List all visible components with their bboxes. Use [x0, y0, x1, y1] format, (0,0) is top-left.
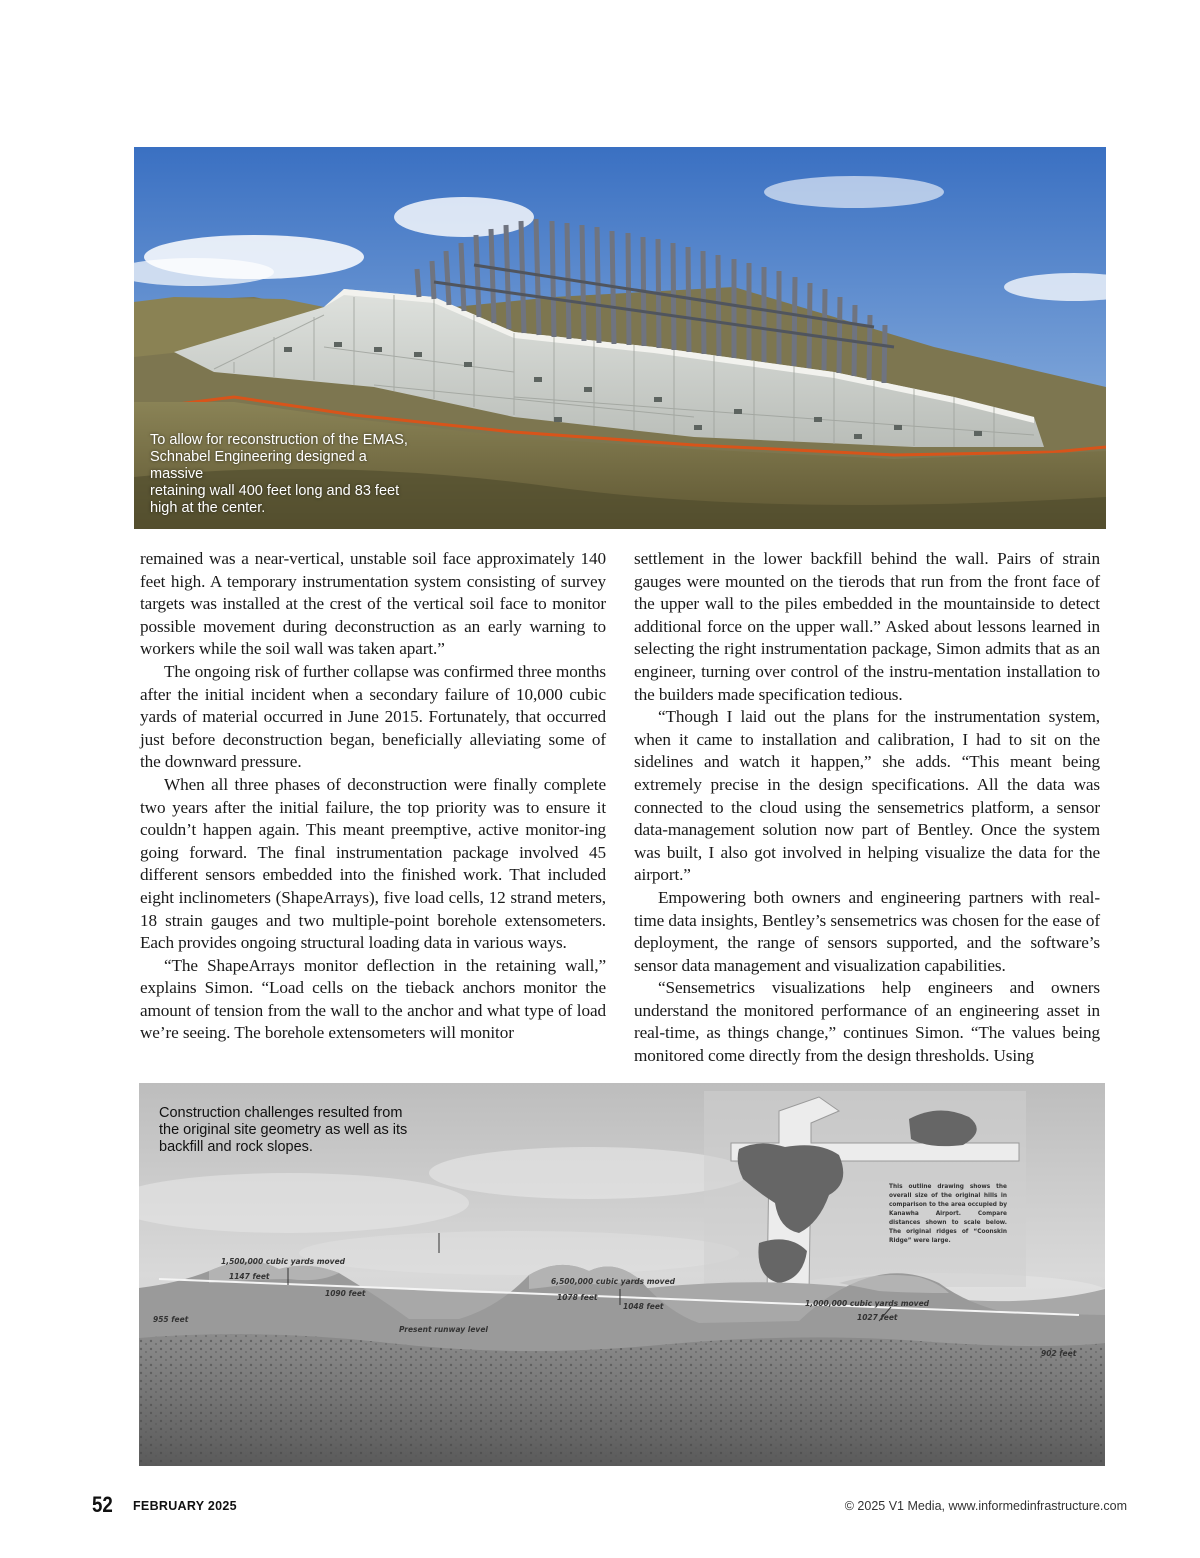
paragraph: The ongoing risk of further collapse was confirmed three months after the initial incident when a secondary failure of 10,000 cubic yards of material occurred in June 2015. Fortunately, that occurred just before deconstruction began, beneficially alleviating some of the downward pressure.	[140, 661, 606, 772]
paragraph: settlement in the lower backfill behind the wall. Pairs of strain gauges were mounted on the tierods that run from the front face of the upper wall to the piles embedded in the mountainside to detect additional force on the upper wall.” Asked about lessons learned in selecting the right instrumentation package, Simon admits that as an engineer, turning over control of the instru-mentation installation to the builders made specification tedious.	[634, 549, 1100, 704]
annotation-label: 1147 feet	[229, 1272, 270, 1281]
annotation-label: Present runway level	[399, 1325, 488, 1334]
annotation-label: 1078 feet	[557, 1293, 598, 1302]
annotation-label: 955 feet	[153, 1315, 189, 1324]
issue-date: FEBRUARY 2025	[133, 1499, 237, 1513]
annotation-label: 1090 feet	[325, 1289, 366, 1298]
copyright-line: © 2025 V1 Media, www.informedinfrastructure.com	[844, 1499, 1127, 1513]
illustration-caption: Construction challenges resulted from the original site geometry as well as its backfill and rock slopes.	[159, 1105, 408, 1155]
annotation-label: 1,500,000 cubic yards moved	[221, 1257, 346, 1266]
annotation-label: 902 feet	[1041, 1349, 1077, 1358]
article-column-left	[140, 548, 606, 1045]
page-number: 52	[92, 1492, 113, 1517]
annotation-label: 1027 feet	[857, 1313, 898, 1322]
annotation-label: 1,000,000 cubic yards moved	[805, 1299, 930, 1308]
annotation-label: 1048 feet	[623, 1302, 664, 1311]
outline-note: This outline drawing shows the overall size of the original hills in comparison to the area occupied by Kanawha Airport. Compare distances shown to scale below. The original ridges of “Coonskin Ridge” were large.	[889, 1184, 1007, 1244]
paragraph: remained was a near-vertical, unstable soil face approximately 140 feet high. A temporary instrumentation system consisting of survey targets was installed at the crest of the vertical soil face to monitor possible movement during deconstruction as an early warning to workers while the soil wall was taken apart.”	[140, 549, 606, 659]
paragraph: Empowering both owners and engineering partners with real-time data insights, Bentley’s sensemetrics was chosen for the ease of deployment, the range of sensors supported, and the software’s sensor data management and visualization capabilities.	[634, 887, 1100, 975]
paragraph: “Though I laid out the plans for the instrumentation system, when it came to installation and calibration, I had to sit on the sidelines and watch it happen,” she adds. “This meant being extremely precise in the design specifications. All the data was connected to the cloud using the sensemetrics platform, a sensor data-management solution now part of Bentley. Once the system was built, I also got involved in helping visualize the data for the airport.”	[634, 707, 1100, 885]
article-column-right	[634, 548, 1100, 1068]
photo-caption: To allow for reconstruction of the EMAS, Schnabel Engineering designed a massive retaining wall 400 feet long and 83 feet high at the center.	[150, 432, 408, 516]
retaining-wall-photo	[134, 147, 1106, 529]
annotation-label: 6,500,000 cubic yards moved	[551, 1277, 676, 1286]
site-geometry-illustration	[139, 1083, 1105, 1466]
paragraph: “The ShapeArrays monitor deflection in the retaining wall,” explains Simon. “Load cells on the tieback anchors monitor the amount of tension from the wall to the anchor and what type of load we’re seeing. The borehole extensometers will monitor	[140, 955, 606, 1043]
paragraph: “Sensemetrics visualizations help engineers and owners understand the monitored performance of an engineering asset in real-time, as things change,” continues Simon. “The values being monitored come directly from the design thresholds. Using	[634, 978, 1100, 1066]
paragraph: When all three phases of deconstruction were finally complete two years after the initial failure, the top priority was to ensure it couldn’t happen again. This meant preemptive, active monitor-ing going forward. The final instrumentation package involved 45 different sensors embedded into the finished work. That included eight inclinometers (ShapeArrays), five load cells, 12 strand meters, 18 strain gauges and two multiple-point borehole extensometers. Each provides ongoing structural loading data in various ways.	[140, 774, 606, 953]
